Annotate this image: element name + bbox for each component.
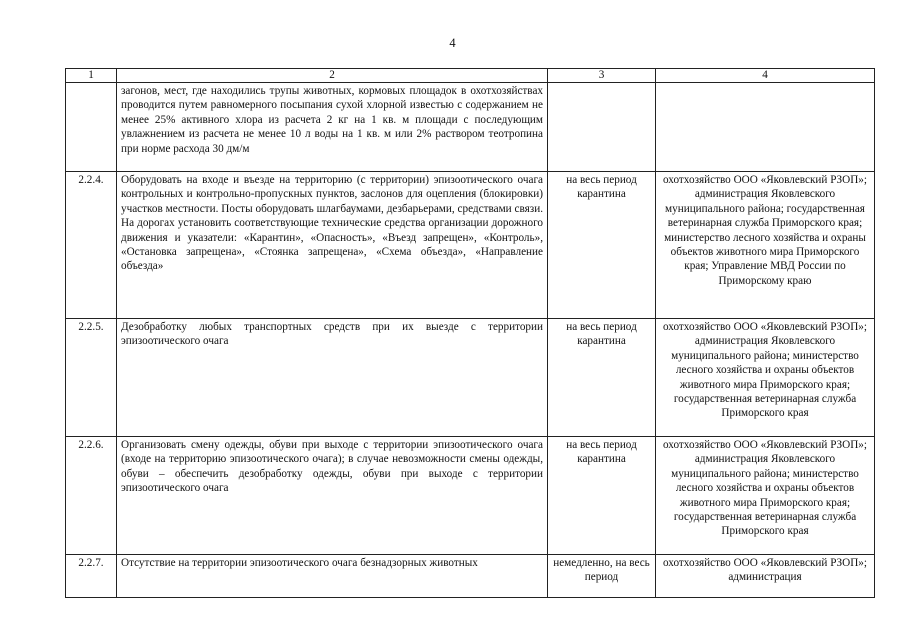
period-cell: на весь период карантина — [548, 319, 656, 437]
measures-table — [65, 68, 875, 598]
measure-text-cell: Оборудовать на входе и въезде на территорию (с территории) эпизоотического очага контрольных и контрольно-пропускных пунктов, заслонов для оцепления (блокировки) участков местности. Посты оборудовать шлагбаумами, дезбарьерами, средствами связи. На дорогах установить соответствующие технические средства организации дорожного движения и указатели: «Карантин», «Опасность», «Въезд запрещен», «Контроль», «Остановка запрещена», «Стоянка запрещена», «Схема объезда», «Направление объезда» — [117, 172, 548, 319]
row-number-cell: 2.2.6. — [66, 437, 117, 555]
table-header-row — [66, 69, 875, 83]
column-header: 2 — [117, 69, 548, 83]
table-row — [66, 83, 875, 172]
column-header: 1 — [66, 69, 117, 83]
table-row — [66, 437, 875, 555]
period-cell: на весь период карантина — [548, 172, 656, 319]
measure-text-cell: Дезобработку любых транспортных средств при их выезде с территории эпизоотического очага — [117, 319, 548, 437]
row-number-cell: 2.2.4. — [66, 172, 117, 319]
responsible-cell: охотхозяйство ООО «Яковлевский РЗОП»; администрация Яковлевского муниципального района; государственная ветеринарная служба Приморского края; министерство лесного хозяйства и охраны объектов животного мира Приморского края; Управление МВД России по Приморскому краю — [656, 172, 875, 319]
row-number-cell — [66, 83, 117, 172]
table-row — [66, 172, 875, 319]
row-number-cell: 2.2.7. — [66, 555, 117, 598]
row-number-cell: 2.2.5. — [66, 319, 117, 437]
table-row — [66, 319, 875, 437]
period-cell — [548, 83, 656, 172]
column-header: 3 — [548, 69, 656, 83]
measure-text-cell: Отсутствие на территории эпизоотического очага безнадзорных животных — [117, 555, 548, 598]
page-number: 4 — [449, 36, 456, 50]
period-cell: на весь период карантина — [548, 437, 656, 555]
measure-text-cell: загонов, мест, где находились трупы животных, кормовых площадок в охотхозяйствах проводится путем равномерного посыпания сухой хлорной известью с содержанием не менее 25% активного хлора из расчета 2 кг на 1 кв. м площади с последующим увлажнением из расчета не менее 10 л воды на 1 кв. м или 2% раствором теотропина при норме расхода 30 дм/м — [117, 83, 548, 172]
table-row — [66, 555, 875, 598]
measure-text-cell: Организовать смену одежды, обуви при выходе с территории эпизоотического очага (входе на территорию эпизоотического очага); в случае невозможности смены одежды, обуви – обеспечить дезобработку одежды, обуви при выходе с территории эпизоотического очага — [117, 437, 548, 555]
responsible-cell: охотхозяйство ООО «Яковлевский РЗОП»; администрация Яковлевского муниципального района; министерство лесного хозяйства и охраны объектов животного мира Приморского края; государственная ветеринарная служба Приморского края — [656, 319, 875, 437]
period-cell: немедленно, на весь период — [548, 555, 656, 598]
column-header: 4 — [656, 69, 875, 83]
responsible-cell — [656, 83, 875, 172]
responsible-cell: охотхозяйство ООО «Яковлевский РЗОП»; администрация — [656, 555, 875, 598]
responsible-cell: охотхозяйство ООО «Яковлевский РЗОП»; администрация Яковлевского муниципального района; министерство лесного хозяйства и охраны объектов животного мира Приморского края; государственная ветеринарная служба Приморского края — [656, 437, 875, 555]
